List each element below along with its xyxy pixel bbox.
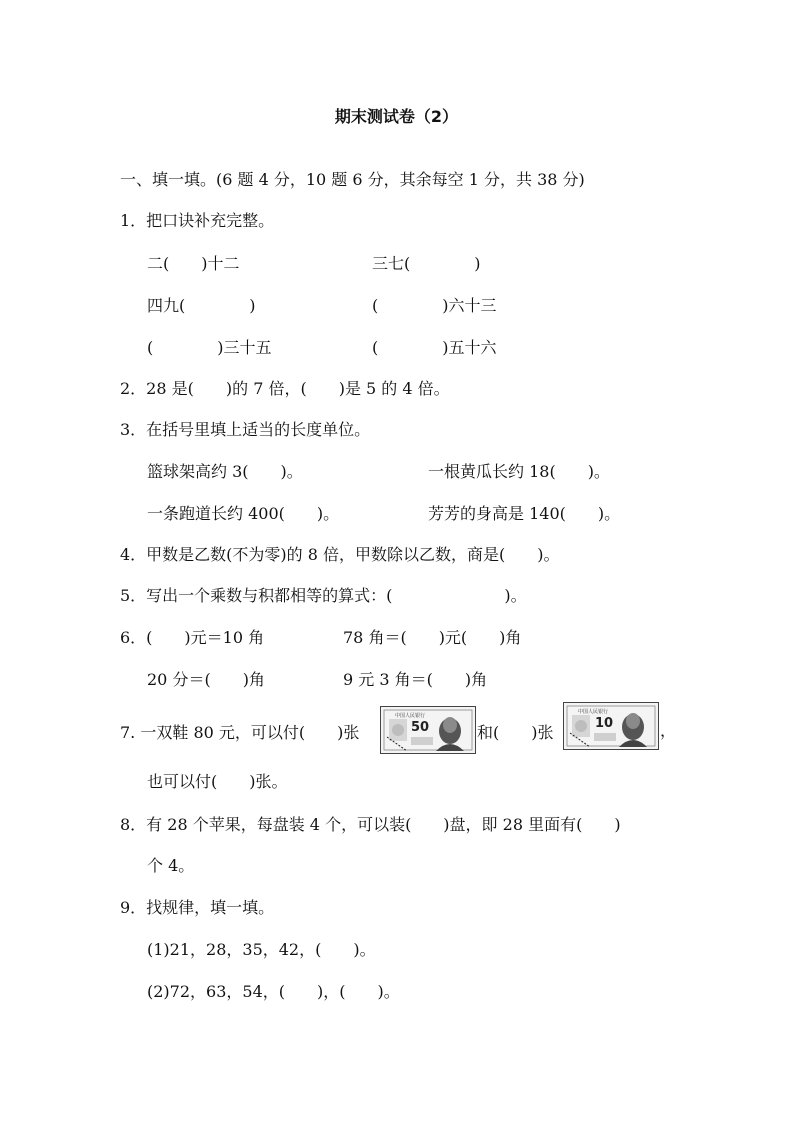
question-2: 2．28 是( )的 7 倍，( )是 5 的 4 倍。	[120, 379, 450, 398]
blank-item: 一根黄瓜长约 18( )。	[428, 462, 610, 481]
blank-item: 一条跑道长约 400( )。	[147, 504, 340, 523]
question-6-item: 6．( )元＝10 角	[120, 628, 265, 647]
blank-item: ( )三十五	[147, 338, 272, 357]
question-9-stem: 9．找规律，填一填。	[120, 898, 275, 917]
question-5: 5．写出一个乘数与积都相等的算式：( )。	[120, 586, 527, 605]
blank-item: 篮球架高约 3( )。	[147, 462, 303, 481]
question-3-stem: 3．在括号里填上适当的长度单位。	[120, 420, 371, 439]
question-6-item: 20 分＝( )角	[147, 670, 265, 689]
question-6-item: 9 元 3 角＝( )角	[343, 670, 488, 689]
section-heading: 一、填一填。(6 题 4 分，10 题 6 分，其余每空 1 分，共 38 分)	[120, 170, 585, 189]
note-header: 中国人民银行	[395, 713, 426, 719]
sequence-item: (1)21，28，35，42，( )。	[147, 940, 376, 959]
blank-item: 二( )十二	[147, 254, 240, 273]
question-8-line2: 个 4。	[147, 856, 195, 875]
question-7-punct: ，	[660, 721, 677, 740]
banknote-50-image	[380, 706, 476, 754]
question-1-stem: 1．把口诀补充完整。	[120, 211, 275, 230]
banknote-10-image	[563, 702, 659, 750]
question-8-line1: 8．有 28 个苹果，每盘装 4 个，可以装( )盘，即 28 里面有( )	[120, 815, 621, 834]
blank-item: ( )五十六	[372, 338, 497, 357]
blank-item: 四九( )	[147, 296, 256, 315]
blank-item: 三七( )	[372, 254, 481, 273]
note-denomination: 10	[595, 716, 614, 731]
question-4: 4．甲数是乙数(不为零)的 8 倍，甲数除以乙数，商是( )。	[120, 545, 560, 564]
blank-item: ( )六十三	[372, 296, 497, 315]
blank-item: 芳芳的身高是 140( )。	[428, 504, 621, 523]
question-7-text: 7. 一双鞋 80 元，可以付( )张	[120, 723, 360, 742]
sequence-item: (2)72，63，54，( )，( )。	[147, 982, 400, 1001]
question-7-text: 和( )张	[477, 723, 554, 742]
page-title: 期末测试卷（2）	[334, 107, 459, 126]
note-header: 中国人民银行	[578, 709, 609, 715]
question-7-line2: 也可以付( )张。	[147, 772, 288, 791]
note-denomination: 50	[411, 720, 430, 735]
question-6-item: 78 角＝( )元( )角	[343, 628, 522, 647]
